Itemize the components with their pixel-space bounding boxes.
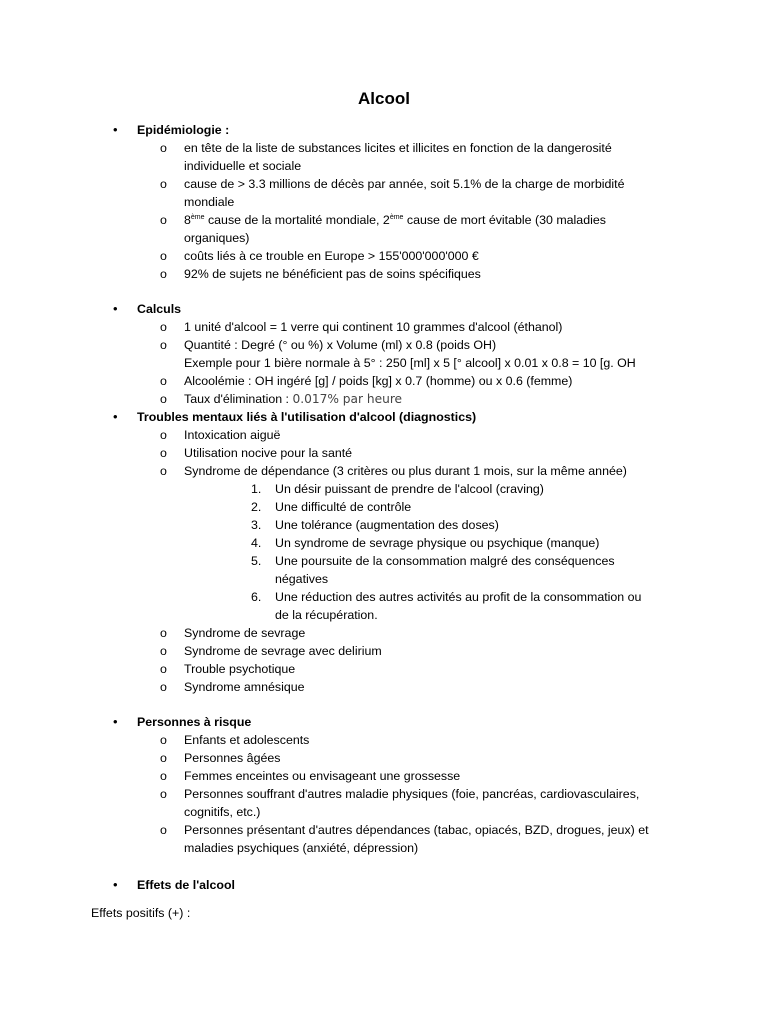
criteria-item bbox=[113, 588, 663, 624]
item-text: Un désir puissant de prendre de l'alcool (craving) bbox=[275, 482, 544, 496]
bullet-icon: o bbox=[160, 177, 167, 191]
item-continuation: de la récupération. bbox=[275, 608, 378, 622]
section-effets bbox=[113, 876, 713, 894]
item-text: Personnes âgées bbox=[184, 751, 281, 765]
bullet-icon: o bbox=[160, 751, 167, 765]
item-text: Un syndrome de sevrage physique ou psychique (manque) bbox=[275, 536, 600, 550]
effets-positifs-label: Effets positifs (+) : bbox=[91, 906, 191, 920]
item-text: 1 unité d'alcool = 1 verre qui continent 10 grammes d'alcool (éthanol) bbox=[184, 320, 563, 334]
list-item bbox=[113, 660, 664, 678]
list-item bbox=[113, 642, 664, 660]
item-text: Alcoolémie : OH ingéré [g] / poids [kg] x 0.7 (homme) ou x 0.6 (femme) bbox=[184, 374, 573, 388]
section-epidemiologie bbox=[113, 121, 713, 283]
bullet-icon: o bbox=[160, 141, 167, 155]
list-item bbox=[113, 139, 664, 175]
bullet-icon: o bbox=[160, 662, 167, 676]
bullet-icon: • bbox=[113, 877, 118, 892]
criteria-number: 6. bbox=[251, 590, 262, 604]
list-item bbox=[113, 785, 664, 821]
item-text: Intoxication aiguë bbox=[184, 428, 281, 442]
bullet-icon: o bbox=[160, 787, 167, 801]
item-text: Une tolérance (augmentation des doses) bbox=[275, 518, 499, 532]
bullet-icon: o bbox=[160, 320, 167, 334]
section-troubles bbox=[113, 408, 713, 696]
item-text: Syndrome de dépendance (3 critères ou plus durant 1 mois, sur la même année) bbox=[184, 464, 627, 478]
item-text: 92% de sujets ne bénéficient pas de soins spécifiques bbox=[184, 267, 481, 281]
list-item bbox=[113, 390, 664, 408]
list-item bbox=[113, 821, 664, 857]
section-heading bbox=[113, 121, 713, 139]
list-item bbox=[113, 318, 664, 336]
criteria-number: 1. bbox=[251, 482, 262, 496]
section-heading bbox=[113, 713, 713, 731]
item-continuation: mondiale bbox=[184, 195, 235, 209]
page-title: Alcool bbox=[358, 89, 410, 108]
item-text: cause de mort évitable (30 maladies bbox=[403, 213, 606, 227]
heading-text: Troubles mentaux liés à l'utilisation d'alcool (diagnostics) bbox=[137, 410, 477, 424]
bullet-icon: o bbox=[160, 428, 167, 442]
heading-text: Effets de l'alcool bbox=[137, 878, 235, 892]
item-text: cause de la mortalité mondiale, 2 bbox=[204, 213, 390, 227]
bullet-icon: o bbox=[160, 464, 167, 478]
section-heading bbox=[113, 300, 713, 318]
bullet-icon: o bbox=[160, 249, 167, 263]
item-text: Personnes souffrant d'autres maladie physiques (foie, pancréas, cardiovasculaires, bbox=[184, 787, 640, 801]
item-continuation: Exemple pour 1 bière normale à 5° : 250 [ml] x 5 [° alcool] x 0.01 x 0.8 = 10 [g. OH bbox=[184, 356, 636, 370]
item-text: cause de > 3.3 millions de décès par année, soit 5.1% de la charge de morbidité bbox=[184, 177, 625, 191]
list-item bbox=[113, 247, 664, 265]
item-text: Une poursuite de la consommation malgré des conséquences bbox=[275, 554, 615, 568]
item-text: Femmes enceintes ou envisageant une grossesse bbox=[184, 769, 461, 783]
criteria-number: 3. bbox=[251, 518, 262, 532]
superscript: ème bbox=[389, 214, 404, 221]
bullet-icon: o bbox=[160, 446, 167, 460]
bullet-icon: • bbox=[113, 714, 118, 729]
bullet-icon: o bbox=[160, 644, 167, 658]
heading-text: Calculs bbox=[137, 302, 182, 316]
list-item bbox=[113, 678, 664, 696]
item-text: Taux d'élimination : bbox=[184, 392, 293, 406]
section-calculs bbox=[113, 300, 713, 408]
list-item bbox=[113, 444, 664, 462]
item-text: coûts liés à ce trouble en Europe > 155'000'000'000 € bbox=[184, 249, 479, 263]
item-text: Une difficulté de contrôle bbox=[275, 500, 412, 514]
criteria-number: 2. bbox=[251, 500, 262, 514]
criteria-item bbox=[113, 498, 663, 516]
section-heading bbox=[113, 876, 713, 894]
bullet-icon: • bbox=[113, 409, 118, 424]
criteria-item bbox=[113, 552, 663, 588]
list-item bbox=[113, 731, 664, 749]
bullet-icon: o bbox=[160, 338, 167, 352]
bullet-icon: • bbox=[113, 301, 118, 316]
heading-text: Personnes à risque bbox=[137, 715, 252, 729]
list-item bbox=[113, 336, 704, 372]
elimination-rate: 0.017% par heure bbox=[292, 392, 403, 406]
criteria-item bbox=[113, 516, 663, 534]
superscript: ème bbox=[190, 214, 205, 221]
item-continuation: organiques) bbox=[184, 231, 250, 245]
criteria-item bbox=[113, 480, 663, 498]
bullet-icon: o bbox=[160, 680, 167, 694]
bullet-icon: o bbox=[160, 626, 167, 640]
bullet-icon: o bbox=[160, 213, 167, 227]
criteria-item bbox=[113, 534, 663, 552]
item-text: 8 bbox=[184, 213, 191, 227]
list-item bbox=[113, 372, 704, 390]
list-item bbox=[113, 624, 664, 642]
criteria-number: 5. bbox=[251, 554, 262, 568]
bullet-icon: • bbox=[113, 122, 118, 137]
item-text: Syndrome amnésique bbox=[184, 680, 305, 694]
item-text: Syndrome de sevrage avec delirium bbox=[184, 644, 382, 658]
item-continuation: maladies psychiques (anxiété, dépression) bbox=[184, 841, 419, 855]
item-text: Utilisation nocive pour la santé bbox=[184, 446, 353, 460]
bullet-icon: o bbox=[160, 823, 167, 837]
heading-text: Epidémiologie : bbox=[137, 123, 230, 137]
item-continuation: individuelle et sociale bbox=[184, 159, 302, 173]
criteria-number: 4. bbox=[251, 536, 262, 550]
list-item bbox=[113, 749, 664, 767]
item-text: en tête de la liste de substances licites et illicites en fonction de la dangerosité bbox=[184, 141, 612, 155]
item-text: Quantité : Degré (° ou %) x Volume (ml) x 0.8 (poids OH) bbox=[184, 338, 497, 352]
item-text: Syndrome de sevrage bbox=[184, 626, 306, 640]
bullet-icon: o bbox=[160, 267, 167, 281]
item-text: Enfants et adolescents bbox=[184, 733, 310, 747]
list-item bbox=[113, 462, 704, 480]
item-text: Une réduction des autres activités au profit de la consommation ou bbox=[275, 590, 642, 604]
item-continuation: négatives bbox=[275, 572, 329, 586]
bullet-icon: o bbox=[160, 733, 167, 747]
item-continuation: cognitifs, etc.) bbox=[184, 805, 261, 819]
section-heading bbox=[113, 408, 713, 426]
list-item bbox=[113, 265, 664, 283]
item-text: Trouble psychotique bbox=[184, 662, 296, 676]
item-text: Personnes présentant d'autres dépendances (tabac, opiacés, BZD, drogues, jeux) et bbox=[184, 823, 649, 837]
list-item bbox=[113, 175, 664, 211]
list-item bbox=[113, 211, 664, 247]
section-risque bbox=[113, 713, 713, 857]
list-item bbox=[113, 767, 664, 785]
bullet-icon: o bbox=[160, 374, 167, 388]
list-item bbox=[113, 426, 664, 444]
bullet-icon: o bbox=[160, 392, 167, 406]
bullet-icon: o bbox=[160, 769, 167, 783]
